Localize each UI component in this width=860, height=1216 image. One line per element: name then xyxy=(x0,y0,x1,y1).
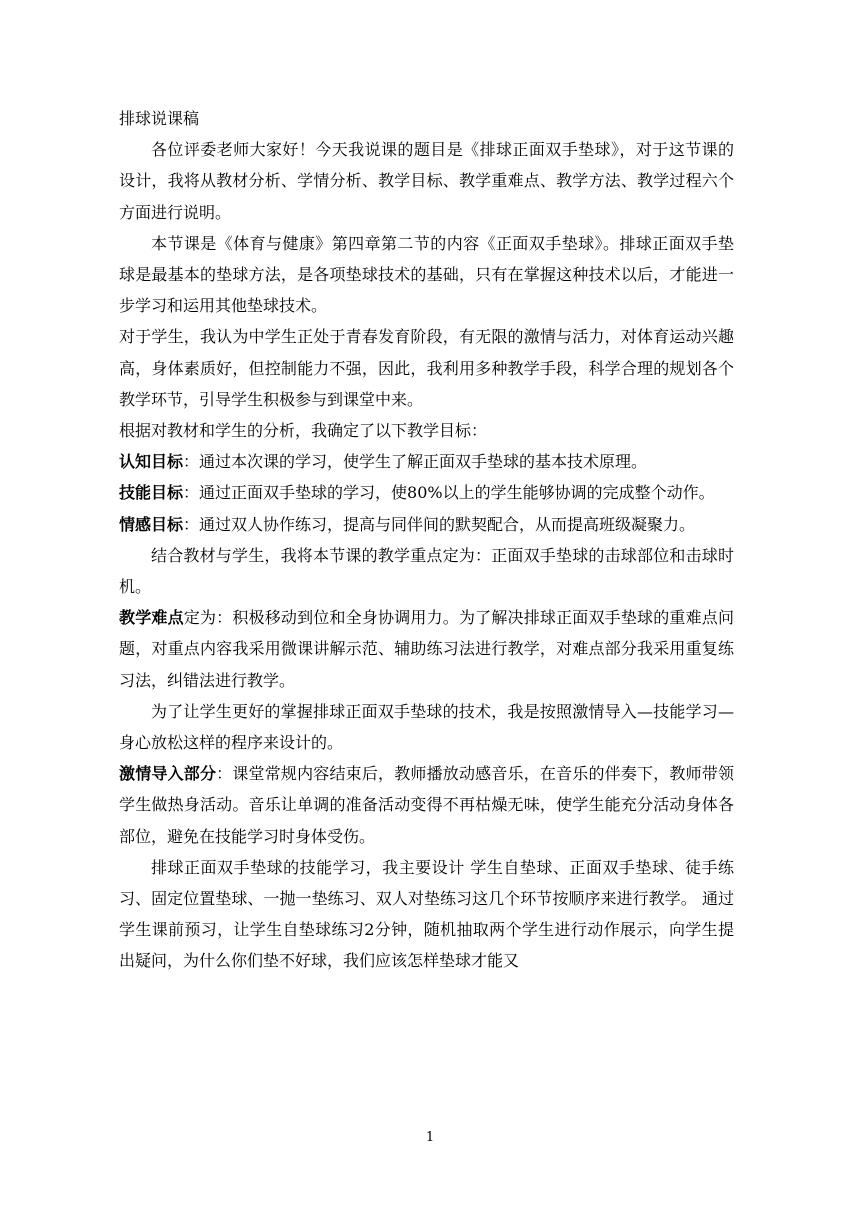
paragraph-text: 对于学生，我认为中学生正处于青春发育阶段，有无限的激情与活力，对体育运动兴趣高，身体素质好，但控制能力不强，因此，我利用多种教学手段，科学合理的规划各个教学环节，引导学生积极参与到课堂中来。 xyxy=(119,327,734,409)
document-body xyxy=(119,103,734,977)
paragraph-text: 结合教材与学生，我将本节课的教学重点定为：正面双手垫球的击球部位和击球时机。 xyxy=(119,545,734,597)
paragraph-text: ：课堂常规内容结束后，教师播放动感音乐，在音乐的伴奏下，教师带领学生做热身活动。音乐让单调的准备活动变得不再枯燥无味，使学生能充分活动身体各部位，避免在技能学习时身体受伤。 xyxy=(119,764,734,846)
paragraph-text: ：通过双人协作练习，提高与同伴间的默契配合，从而提高班级凝聚力。 xyxy=(183,514,696,534)
paragraph-text: 各位评委老师大家好！今天我说课的题目是《排球正面双手垫球》，对于这节课的设计，我将从教材分析、学情分析、教学目标、教学重难点、教学方法、教学过程六个方面进行说明。 xyxy=(119,140,734,222)
document-title: 排球说课稿 xyxy=(119,109,200,128)
difficult-points-label: 教学难点 xyxy=(119,608,184,628)
paragraph-text: 本节课是《体育与健康》第四章第二节的内容《正面双手垫球》。排球正面双手垫球是最基本的垫球方法，是各项垫球技术的基础，只有在掌握这种技术以后，才能进一步学习和运用其他垫球技术。 xyxy=(119,233,734,316)
paragraph-text: 根据对教材和学生的分析，我确定了以下教学目标： xyxy=(119,421,488,441)
paragraph-student-analysis xyxy=(119,321,734,415)
paragraph-skill-learning xyxy=(119,852,734,977)
paragraph-text: 定为：积极移动到位和全身协调用力。为了解决排球正面双手垫球的重难点问题，对重点内容我采用微课讲解示范、辅助练习法进行教学，对难点部分我采用重复练习法，纠错法进行教学。 xyxy=(119,608,734,690)
paragraph-skill-objective xyxy=(119,477,734,508)
paragraph-emotional-objective xyxy=(119,509,734,540)
paragraph-text: ：通过本次课的学习，使学生了解正面双手垫球的基本技术原理。 xyxy=(183,452,648,472)
cognitive-objective-label: 认知目标 xyxy=(119,452,184,472)
paragraph-intro xyxy=(119,134,734,228)
paragraph-objectives-intro xyxy=(119,415,734,446)
paragraph-procedure xyxy=(119,696,734,758)
paragraph-text: 为了让学生更好的掌握排球正面双手垫球的技术，我是按照激情导入—技能学习—身心放松这样的程序来设计的。 xyxy=(119,701,734,753)
skill-objective-label: 技能目标 xyxy=(119,483,184,503)
paragraph-text: ：通过正面双手垫球的学习，使80%以上的学生能够协调的完成整个动作。 xyxy=(183,483,715,503)
page-number: 1 xyxy=(425,1130,435,1145)
paragraph-difficult-points xyxy=(119,602,734,696)
paragraph-textbook-analysis xyxy=(119,228,734,322)
warmup-label: 激情导入部分 xyxy=(119,764,217,784)
emotional-objective-label: 情感目标 xyxy=(119,514,184,534)
paragraph-warmup xyxy=(119,758,734,852)
paragraph-text: 排球正面双手垫球的技能学习，我主要设计 学生自垫球、正面双手垫球、徒手练习、固定位置垫球、一抛一垫练习、双人对垫练习这几个环节按顺序来进行教学。 通过学生课前预习，让学生自垫球练习2分钟，随机抽取两个学生进行动作展示，向学生提出疑问，为什么你们垫不好球，我们应该怎样垫球才能又 xyxy=(119,857,734,971)
paragraph-key-points xyxy=(119,540,734,602)
paragraph-cognitive-objective xyxy=(119,446,734,477)
